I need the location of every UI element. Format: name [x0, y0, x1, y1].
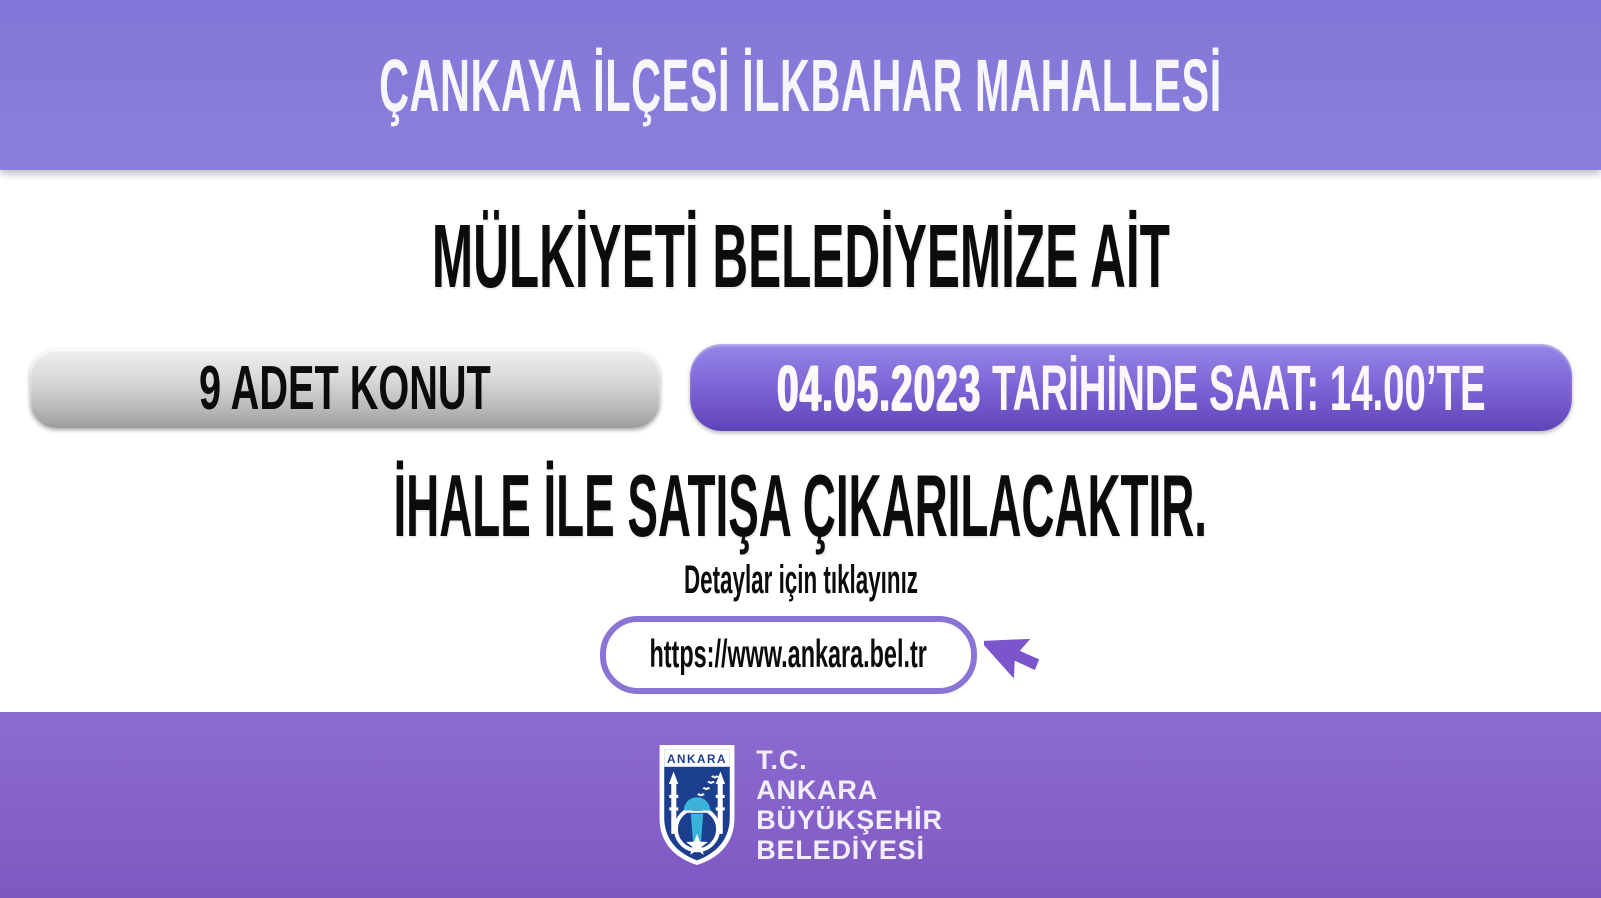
- org-line: BÜYÜKŞEHİR: [756, 805, 943, 835]
- auction-date-value: 04.05.2023: [776, 351, 981, 424]
- svg-text:ANKARA: ANKARA: [667, 752, 728, 766]
- auction-date-label: [777, 351, 1485, 425]
- auction-date-pill: [690, 344, 1572, 431]
- organization-name: [756, 745, 943, 865]
- website-link[interactable]: [600, 616, 977, 694]
- top-banner: [0, 0, 1601, 170]
- details-row: [0, 556, 1601, 604]
- property-count-pill: [30, 349, 660, 428]
- footer-bar: [0, 712, 1601, 898]
- property-count-label: 9 ADET KONUT: [199, 354, 491, 423]
- sale-statement: İHALE İLE SATIŞA ÇIKARILACAKTIR.: [393, 456, 1208, 555]
- org-line: ANKARA: [756, 775, 879, 805]
- ownership-heading: MÜLKİYETİ BELEDİYEMİZE AİT: [431, 206, 1170, 307]
- cursor-icon: [984, 620, 1046, 700]
- heading-row: [0, 198, 1601, 316]
- municipality-logo-icon: [658, 743, 736, 867]
- org-line: BELEDİYESİ: [756, 835, 925, 865]
- sale-row: [0, 452, 1601, 560]
- details-cta-label: Detaylar için tıklayınız: [683, 557, 918, 602]
- org-line: T.C.: [756, 745, 808, 775]
- auction-date-rest: TARİHİNDE SAAT: 14.00’TE: [980, 351, 1486, 424]
- website-url-text: https://www.ankara.bel.tr: [649, 633, 928, 676]
- neighborhood-title: ÇANKAYA İLÇESİ İLKBAHAR MAHALLESİ: [379, 43, 1222, 127]
